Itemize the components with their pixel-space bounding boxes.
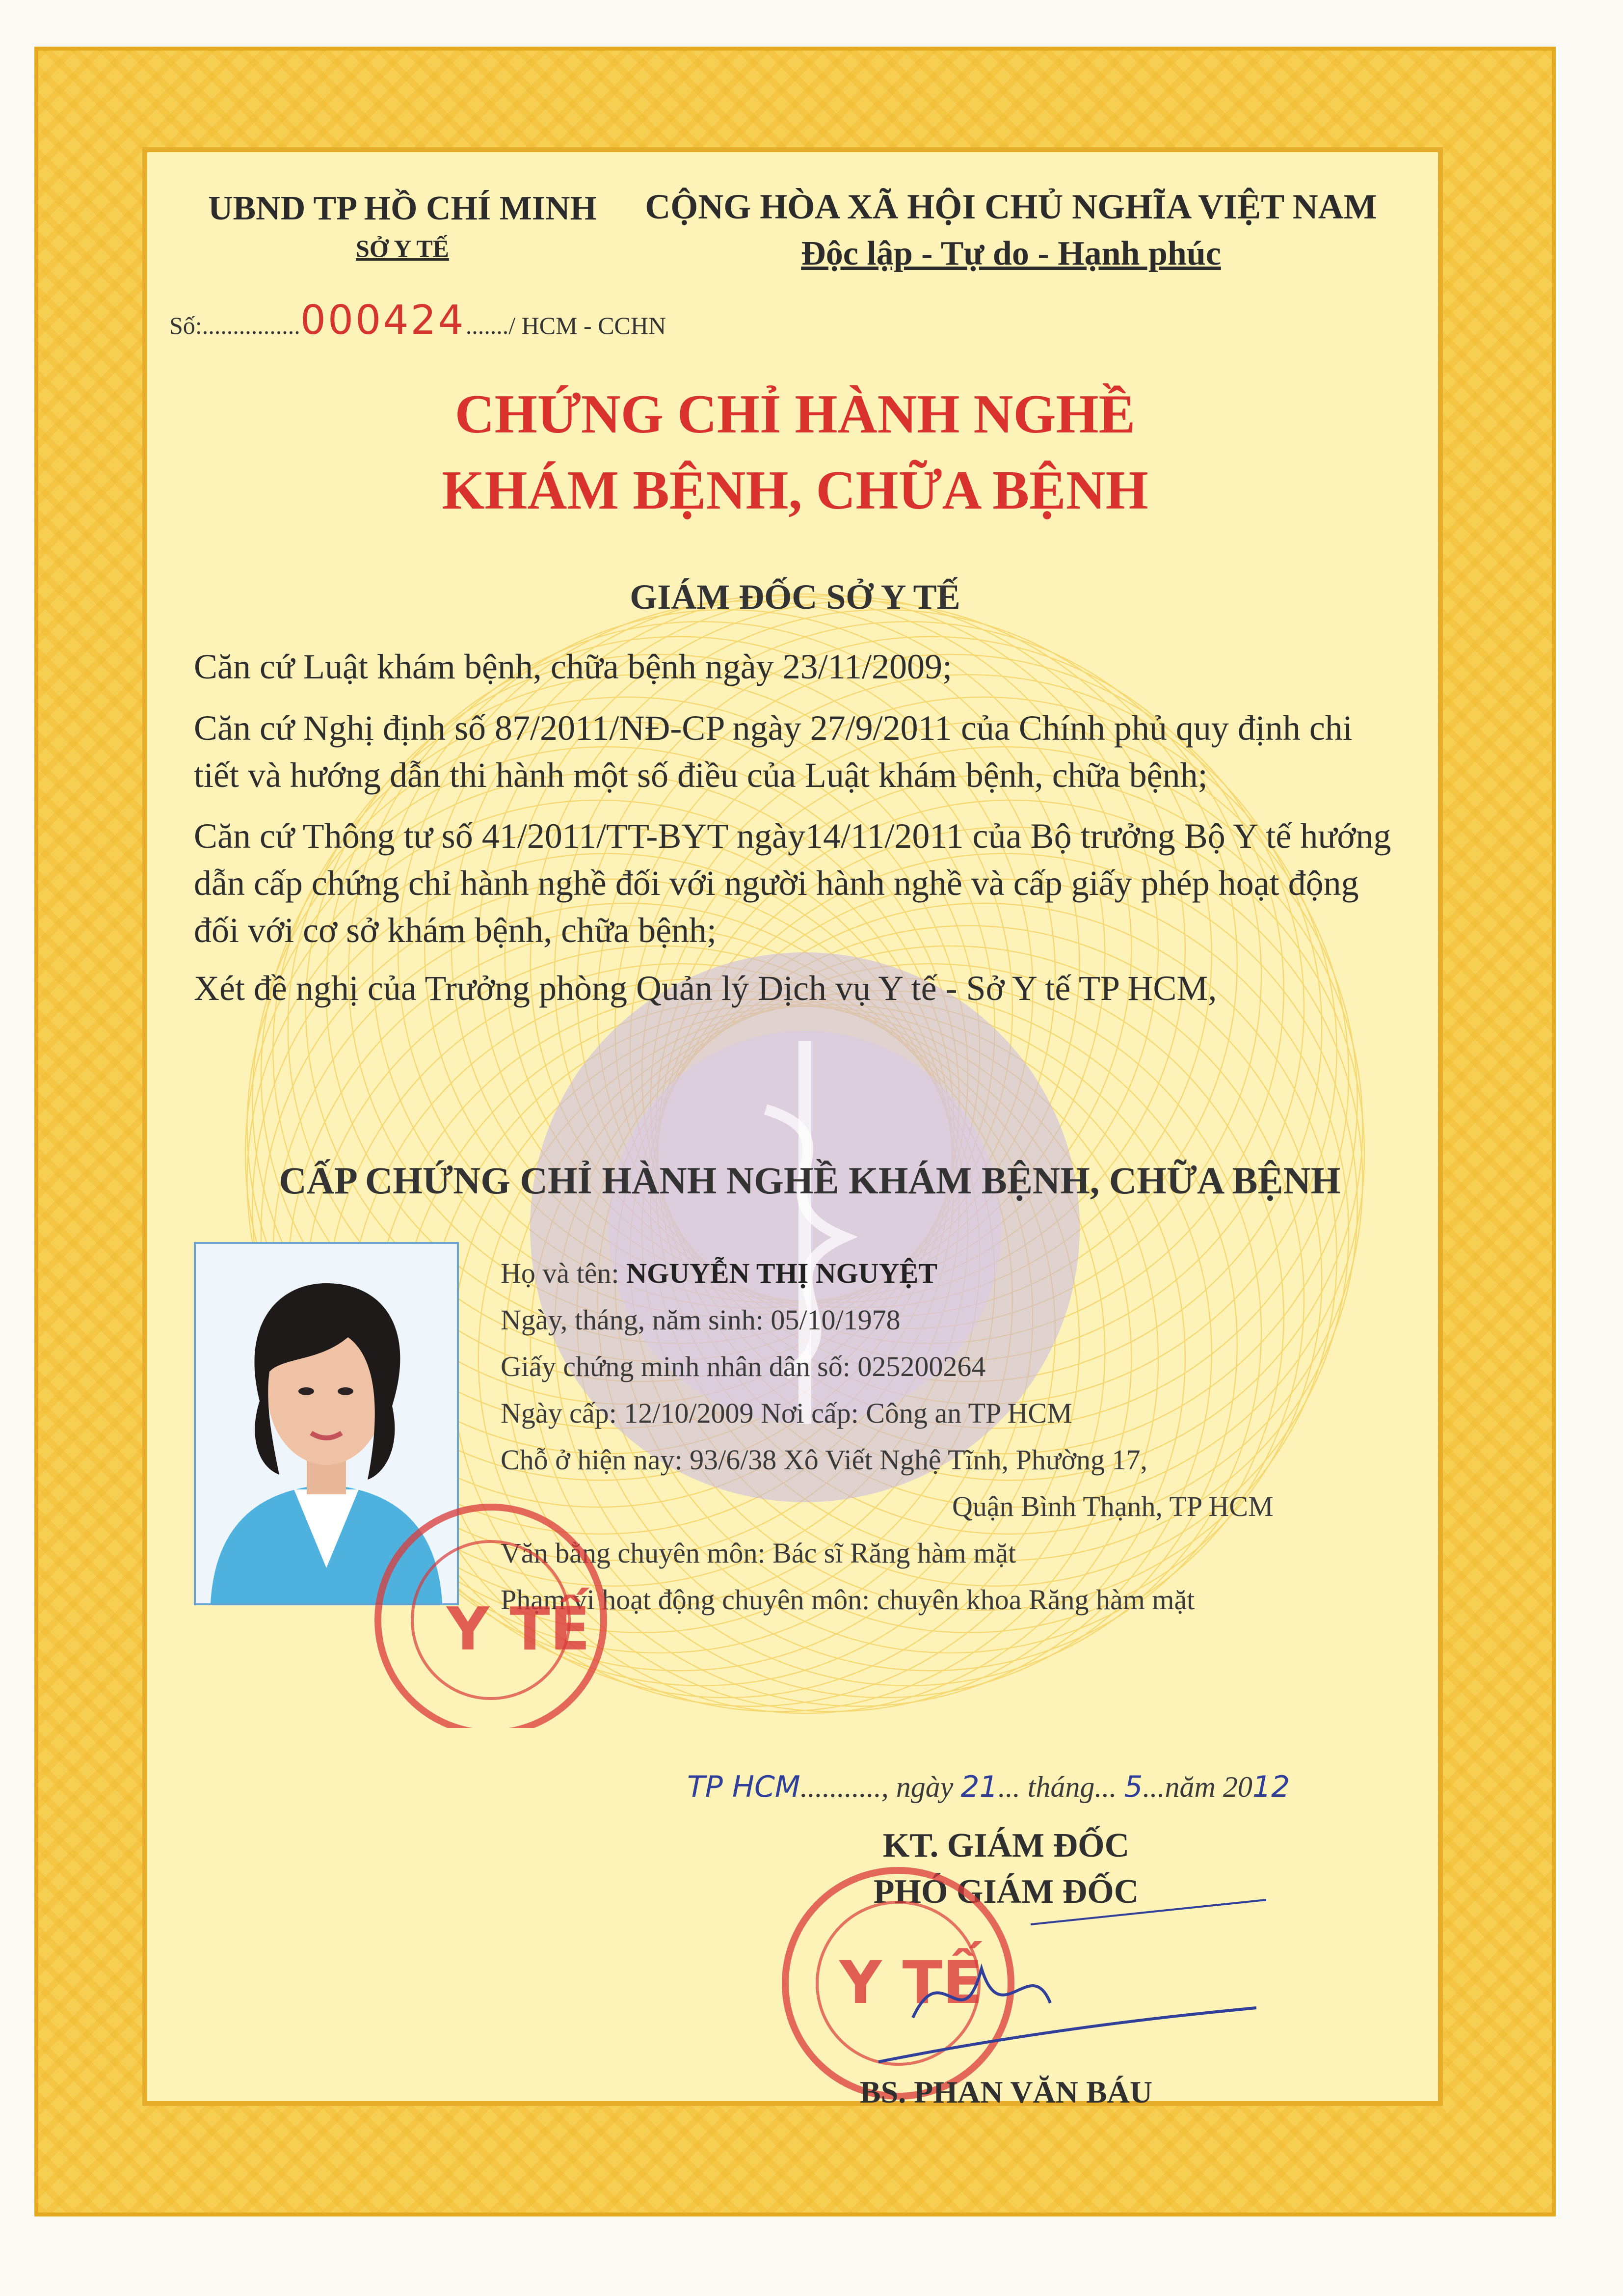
stamp-label: Y TẾ <box>447 1595 590 1664</box>
holder-id: 025200264 <box>857 1351 986 1382</box>
holder-id-row: Giấy chứng minh nhân dân số: 025200264 <box>501 1351 986 1382</box>
seal-label: Y TẾ <box>839 1949 983 2017</box>
holder-dob-row: Ngày, tháng, năm sinh: 05/10/1978 <box>501 1304 901 1336</box>
holder-address-line1: 93/6/38 Xô Viết Nghệ Tĩnh, Phường 17, <box>690 1444 1148 1476</box>
signer-title-line2: PHÓ GIÁM ĐỐC <box>873 1873 1139 1911</box>
holder-scope: chuyên khoa Răng hàm mặt <box>877 1584 1195 1616</box>
issue-place: TP HCM <box>687 1770 800 1804</box>
holder-issue-date: 12/10/2009 <box>624 1397 754 1429</box>
issue-day: 21 <box>960 1770 998 1804</box>
reference-label: Số: <box>169 312 202 339</box>
reference-value: 000424 <box>300 297 466 344</box>
legal-basis-4: Xét đề nghị của Trưởng phòng Quản lý Dịch vụ Y tế - Sở Y tế TP HCM, <box>194 969 1217 1008</box>
official-seal <box>756 1856 1296 2101</box>
legal-basis-3: Căn cứ Thông tư số 41/2011/TT-BYT ngày14/11/2011 của Bộ trưởng Bộ Y tế hướng dẫn cấp chứng chỉ hành nghề đối với người hành nghề và cấp giấy phép hoạt động đối với cơ sở khám bệnh, chữa bệnh; <box>194 816 1391 950</box>
photo-stamp <box>314 1473 618 1728</box>
holder-address-row: Chỗ ở hiện nay: 93/6/38 Xô Viết Nghệ Tĩnh, Phường 17, <box>501 1444 1148 1476</box>
legal-basis-2: Căn cứ Nghị định số 87/2011/NĐ-CP ngày 27/9/2011 của Chính phủ quy định chi tiết và hướng dẫn thi hành một số điều của Luật khám bệnh, chữa bệnh; <box>194 708 1353 795</box>
holder-issue-place: Công an TP HCM <box>866 1397 1072 1429</box>
holder-name: NGUYỄN THỊ NGUYỆT <box>626 1257 937 1289</box>
signer-title-line1: KT. GIÁM ĐỐC <box>882 1827 1130 1864</box>
department-name: SỞ Y TẾ <box>356 235 449 262</box>
holder-issue-row: Ngày cấp: 12/10/2009 Nơi cấp: Công an TP HCM <box>501 1397 1072 1429</box>
reference-suffix: / HCM - CCHN <box>508 312 666 339</box>
holder-address-line2: Quận Bình Thạnh, TP HCM <box>952 1490 1274 1522</box>
issue-year: 12 <box>1252 1770 1290 1804</box>
holder-name-row: Họ và tên: NGUYỄN THỊ NGUYỆT <box>501 1257 937 1289</box>
holder-scope-row: Phạm vi hoạt động chuyên môn: chuyên khoa Răng hàm mặt <box>501 1584 1195 1616</box>
authority-name: UBND TP HỒ CHÍ MINH <box>208 189 597 227</box>
holder-degree-row: Văn bằng chuyên môn: Bác sĩ Răng hàm mặt <box>501 1537 1016 1569</box>
national-motto: Độc lập - Tự do - Hạnh phúc <box>801 235 1221 272</box>
signer-name: BS. PHAN VĂN BÁU <box>859 2075 1153 2109</box>
national-header <box>628 187 1394 273</box>
legal-basis-1: Căn cứ Luật khám bệnh, chữa bệnh ngày 23/11/2009; <box>194 647 953 686</box>
issuing-authority <box>172 189 633 263</box>
national-title: CỘNG HÒA XÃ HỘI CHỦ NGHĨA VIỆT NAM <box>645 187 1377 226</box>
issuer-title: GIÁM ĐỐC SỞ Y TẾ <box>630 577 960 617</box>
holder-dob: 05/10/1978 <box>771 1304 901 1336</box>
place-and-date: TP HCM..........., ngày 21... tháng... 5...năm 2012 <box>687 1770 1290 1804</box>
certificate-title-line1: CHỨNG CHỈ HÀNH NGHỀ <box>454 384 1136 445</box>
reference-number: Số:................000424......./ HCM - CCHN <box>169 297 666 344</box>
grant-heading: CẤP CHỨNG CHỈ HÀNH NGHỀ KHÁM BỆNH, CHỮA BỆNH <box>279 1159 1341 1202</box>
certificate-title-line2: KHÁM BỆNH, CHỮA BỆNH <box>442 460 1148 521</box>
holder-degree: Bác sĩ Răng hàm mặt <box>772 1537 1016 1569</box>
issue-month: 5 <box>1124 1770 1143 1804</box>
